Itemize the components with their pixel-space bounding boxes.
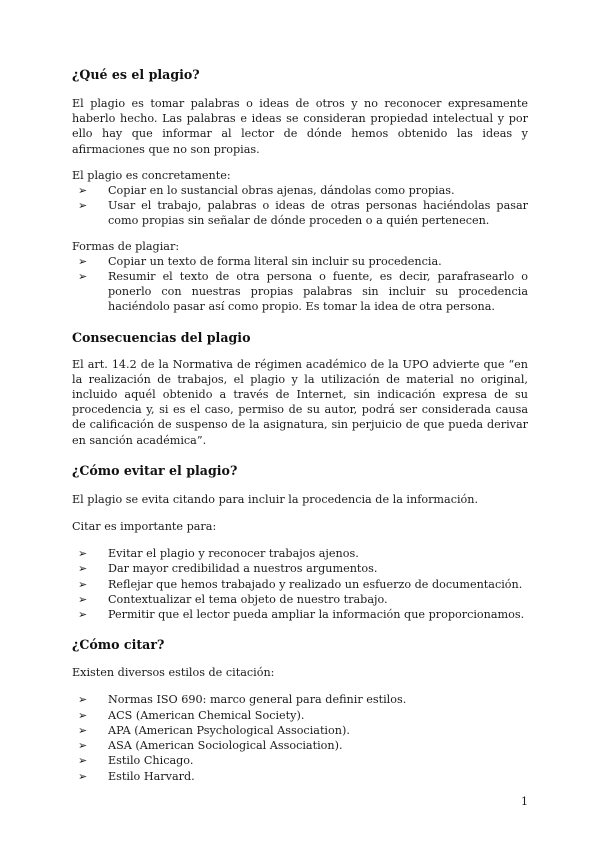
arrow-bullet-icon: ➢ (78, 608, 88, 622)
arrow-bullet-icon: ➢ (78, 184, 88, 198)
arrow-bullet-icon: ➢ (78, 270, 88, 284)
arrow-bullet-icon: ➢ (78, 199, 88, 213)
list-item: ➢ Contextualizar el tema objeto de nuestro trabajo. (78, 592, 388, 606)
list-item: ➢ Usar el trabajo, palabras o ideas de otras personas haciéndolas pasar como propias sin señalar de dónde proceden o a quién pertenecen. (78, 199, 528, 228)
list-item: ➢ APA (American Psychological Association). (78, 723, 350, 737)
page-number: 1 (521, 795, 528, 808)
concretely-label: El plagio es concretamente: (72, 168, 231, 182)
arrow-bullet-icon: ➢ (78, 254, 88, 268)
list-item: ➢ Resumir el texto de otra persona o fuente, es decir, parafrasearlo o ponerlo con nuestras propias palabras sin incluir su procedencia haciéndolo pasar así como propio. Es tomar la idea de otra persona. (78, 270, 528, 314)
list-item: ➢ Reflejar que hemos trabajado y realizado un esfuerzo de documentación. (78, 577, 523, 591)
forms-label: Formas de plagiar: (72, 239, 180, 253)
styles-label: Existen diversos estilos de citación: (72, 666, 275, 680)
list-item: ➢ Dar mayor credibilidad a nuestros argumentos. (78, 562, 378, 576)
arrow-bullet-icon: ➢ (78, 708, 88, 722)
list-item: ➢ Copiar un texto de forma literal sin incluir su procedencia. (78, 254, 442, 268)
forms-list (72, 254, 528, 315)
importance-list (72, 546, 528, 622)
document-page (72, 66, 528, 784)
arrow-bullet-icon: ➢ (78, 562, 88, 576)
list-item: ➢ Permitir que el lector pueda ampliar la información que proporcionamos. (78, 608, 525, 622)
arrow-bullet-icon: ➢ (78, 754, 88, 768)
consequences-text: El art. 14.2 de la Normativa de régimen académico de la UPO advierte que “en la realización de trabajos, el plagio y la utilización de material no original, incluido aquél obtenido a través de Internet, sin indicación expresa de su procedencia y, si es el caso, permiso de su autor, podrá ser considerada causa de calificación de suspenso de la asignatura, sin perjuicio de que pueda derivar en sanción académica”. (72, 357, 528, 447)
section-heading-consequences: Consecuencias del plagio (72, 329, 251, 345)
list-item: ➢ ASA (American Sociological Association). (78, 739, 343, 753)
list-item: ➢ Estilo Harvard. (78, 769, 195, 783)
concretely-list (72, 183, 528, 229)
section-heading-what-is-plagiarism: ¿Qué es el plagio? (72, 67, 200, 82)
list-item: ➢ Copiar en lo sustancial obras ajenas, dándolas como propias. (78, 184, 455, 198)
list-item: ➢ Estilo Chicago. (78, 754, 194, 768)
list-item: ➢ Normas ISO 690: marco general para definir estilos. (78, 693, 407, 707)
list-item: ➢ ACS (American Chemical Society). (78, 708, 305, 722)
arrow-bullet-icon: ➢ (78, 577, 88, 591)
plagiarism-definition: El plagio es tomar palabras o ideas de otros y no reconocer expresamente haberlo hecho. Las palabras e ideas se consideran propiedad intelectual y por ello hay que informar al lector de dónde hemos obtenido las ideas y afirmaciones que no son propias. (72, 97, 528, 156)
arrow-bullet-icon: ➢ (78, 739, 88, 753)
arrow-bullet-icon: ➢ (78, 547, 88, 561)
arrow-bullet-icon: ➢ (78, 769, 88, 783)
avoid-text: El plagio se evita citando para incluir la procedencia de la información. (72, 492, 479, 506)
arrow-bullet-icon: ➢ (78, 693, 88, 707)
arrow-bullet-icon: ➢ (78, 592, 88, 606)
list-item: ➢ Evitar el plagio y reconocer trabajos ajenos. (78, 547, 359, 561)
arrow-bullet-icon: ➢ (78, 723, 88, 737)
section-heading-how-to-avoid: ¿Cómo evitar el plagio? (72, 462, 238, 478)
importance-label: Citar es importante para: (72, 520, 217, 534)
citation-styles-list (72, 692, 528, 783)
section-heading-how-to-cite: ¿Cómo citar? (72, 637, 165, 653)
